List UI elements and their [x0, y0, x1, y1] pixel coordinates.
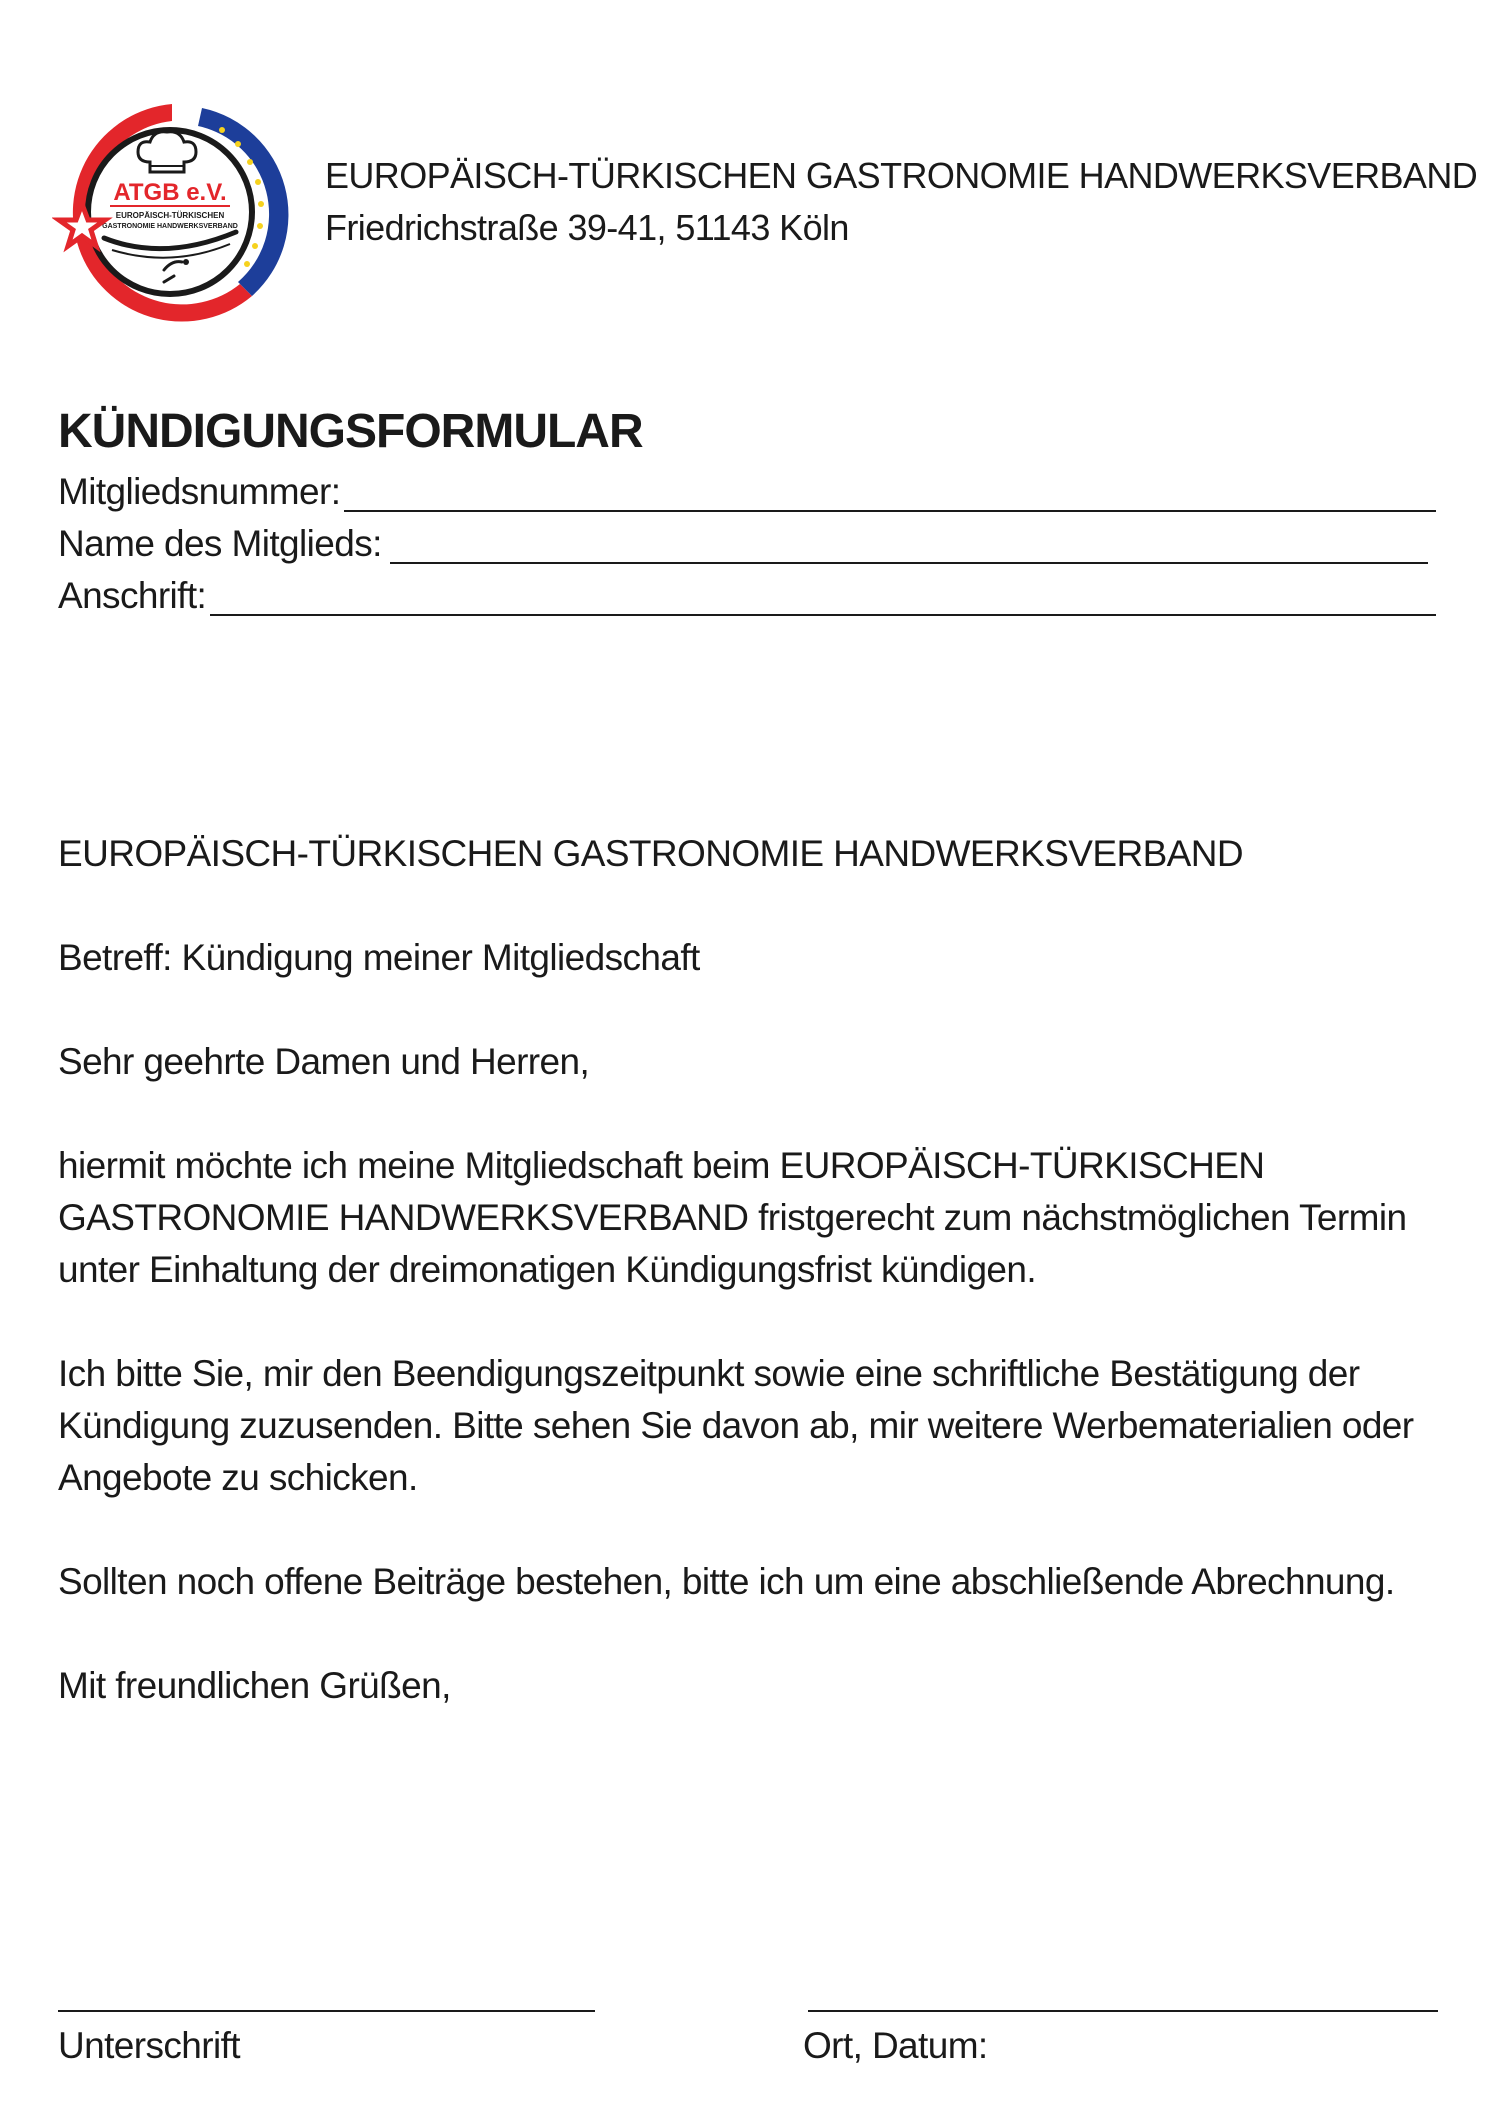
letter-paragraph-2: Ich bitte Sie, mir den Beendigungszeitpunkt sowie eine schriftliche Bestätigung der Kündigung zuzusenden. Bitte sehen Sie davon ab, mir weitere Werbematerialien oder Angebote zu schicken. — [58, 1353, 1414, 1498]
form-title: KÜNDIGUNGSFORMULAR — [58, 405, 643, 458]
address-line[interactable] — [210, 574, 1436, 616]
member-name-line[interactable] — [390, 522, 1428, 564]
org-name: EUROPÄISCH-TÜRKISCHEN GASTRONOMIE HANDWERKSVERBAND — [325, 155, 1478, 196]
letter-paragraph-1: hiermit möchte ich meine Mitgliedschaft beim EUROPÄISCH-TÜRKISCHEN GASTRONOMIE HANDWERKSVERBAND fristgerecht zum nächstmöglichen Termin unter Einhaltung der dreimonatigen Kündigungsfrist kündigen. — [58, 1145, 1407, 1290]
signature-label: Unterschrift — [58, 2025, 240, 2066]
svg-text:GASTRONOMIE HANDWERKSVERBAND: GASTRONOMIE HANDWERKSVERBAND — [102, 223, 238, 230]
member-number-field[interactable] — [58, 466, 1436, 518]
svg-text:EUROPÄISCH-TÜRKISCHEN: EUROPÄISCH-TÜRKISCHEN — [115, 211, 225, 220]
letter-recipient: EUROPÄISCH-TÜRKISCHEN GASTRONOMIE HANDWERKSVERBAND — [58, 833, 1243, 874]
signature-line[interactable] — [58, 2010, 595, 2012]
address-label: Anschrift: — [58, 575, 207, 616]
atgb-logo-icon — [52, 100, 292, 326]
member-name-label: Name des Mitglieds: — [58, 523, 382, 564]
svg-text:ATGB e.V.: ATGB e.V. — [113, 179, 227, 206]
member-number-label: Mitgliedsnummer: — [58, 471, 341, 512]
org-header — [325, 150, 1477, 254]
letter-subject: Betreff: Kündigung meiner Mitgliedschaft — [58, 937, 700, 978]
member-name-field[interactable] — [58, 518, 1428, 570]
place-date-line[interactable] — [808, 2010, 1438, 2012]
place-date-label: Ort, Datum: — [803, 2025, 988, 2066]
letter-paragraph-3: Sollten noch offene Beiträge bestehen, bitte ich um eine abschließende Abrechnung. — [58, 1561, 1395, 1602]
org-address: Friedrichstraße 39-41, 51143 Köln — [325, 207, 849, 248]
letter-salutation: Sehr geehrte Damen und Herren, — [58, 1041, 590, 1082]
member-number-line[interactable] — [344, 470, 1436, 512]
letter-closing: Mit freundlichen Grüßen, — [58, 1665, 451, 1706]
address-field[interactable] — [58, 570, 1436, 622]
